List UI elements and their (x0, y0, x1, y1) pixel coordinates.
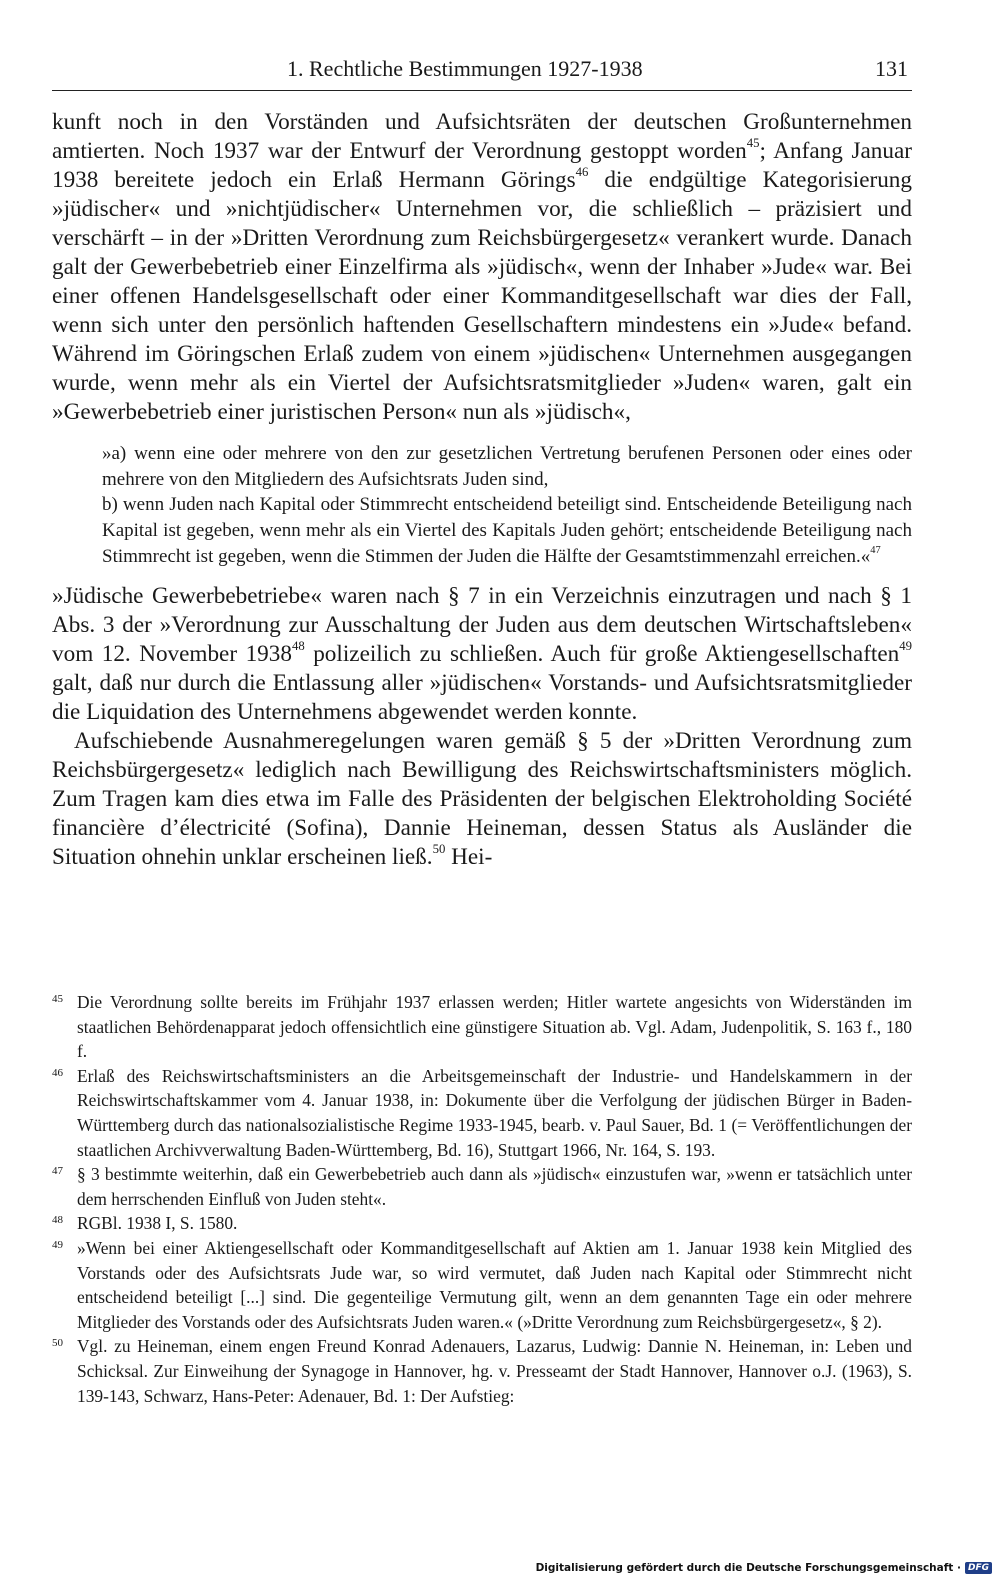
text-run: ; Anfang Januar 1938 bereitete jedoch ein Erlaß Hermann Görings (52, 138, 912, 193)
footnote-number: 47 (52, 1165, 63, 1178)
running-head (52, 50, 912, 91)
text-run: galt, daß nur durch die Entlassung aller »jüdischen« Vorstands- und Aufsichtsratsmitglieder die Liquidation des Unternehmens abgewendet werden konnte. (52, 669, 912, 725)
digitization-credit (536, 1562, 992, 1574)
text-run: b) wenn Juden nach Kapital oder Stimmrecht entscheidend beteiligt sind. Entscheidende Beteiligung nach Kapital ist gegeben, wenn mehr als ein Viertel des Kapitals Juden gehört; entscheidende Beteiligung nach Stimmrecht ist gegeben, wenn die Stimmen der Juden die Hälfte der Gesamtstimmenzahl erreichen.« (102, 494, 912, 567)
footnote-number: 50 (52, 1337, 63, 1350)
paragraph-2 (52, 582, 912, 727)
footnote-text: RGBl. 1938 I, S. 1580. (77, 1213, 238, 1234)
text-run: die endgültige Kategorisierung »jüdischer« und »nichtjüdischer« Unternehmen vor, die schließlich – präzisiert und verschärft – in der »Dritten Verordnung zum Reichsbürgergesetz« verankert wurde. Danach galt der Gewerbebetrieb einer Einzelfirma als »jüdisch«, wenn der Inhaber »Jude« war. Bei einer offenen Handelsgesellschaft oder einer Kommanditgesellschaft war dies der Fall, wenn sich unter den persönlich haftenden Gesellschaftern mindestens ein »Jude« befand. Während im Göringschen Erlaß zudem von einem »jüdischen« Unternehmen ausgegangen wurde, wenn mehr als ein Viertel der Aufsichtsratsmitglieder »Juden« waren, galt ein »Gewerbebetrieb einer juristischen Person« nun als »jüdisch«, (52, 167, 912, 425)
quote-item-a: »a) wenn eine oder mehrere von den zur gesetzlichen Vertretung berufenen Personen oder eines oder mehrere von den Mitgliedern des Aufsichtsrats Juden sind, (102, 443, 912, 490)
credit-text: Digitalisierung gefördert durch die Deutsche Forschungsgemeinschaft · (535, 1562, 961, 1574)
footnote-text: Erlaß des Reichswirtschaftsministers an die Arbeitsgemeinschaft der Industrie- und Handelskammern in der Reichswirtschaftskammer vom 4. Januar 1938, in: Dokumente über die Verfolgung der jüdischen Bürger in Baden-Württemberg durch das nationalsozialistische Regime 1933-1945, bearb. v. Paul Sauer, Bd. 1 (= Veröffentlichungen der staatlichen Archivverwaltung Baden-Württemberg, Bd. 16), Stuttgart 1966, Nr. 164, S. 193. (77, 1065, 912, 1160)
footnote (52, 1334, 912, 1408)
block-quote (102, 441, 912, 570)
footnote-ref-45[interactable]: 45 (746, 136, 760, 151)
footnote (52, 1064, 912, 1162)
paragraph-1 (52, 108, 912, 427)
footnote-ref-47[interactable]: 47 (870, 544, 881, 556)
text-run: Aufschiebende Ausnahmeregelungen waren gemäß § 5 der »Dritten Verordnung zum Reichsbürgergesetz« lediglich nach Bewilligung des Reichswirtschaftsministers möglich. Zum Tragen kam dies etwa im Falle des Präsidenten der belgischen Elektroholding Société financière d’électricité (Sofina), Dannie Heineman, dessen Status als Ausländer die Situation ohnehin unklar erscheinen ließ. (52, 727, 912, 870)
footnote-number: 45 (52, 993, 63, 1005)
dfg-logo: DFG (965, 1562, 992, 1574)
footnote-ref-49[interactable]: 49 (899, 638, 912, 653)
footnote-text: § 3 bestimmte weiterhin, daß ein Gewerbebetrieb auch dann als »jüdisch« einzustufen war, »wenn er tatsächlich unter dem herrschenden Einfluß von Juden steht«. (77, 1164, 912, 1209)
text-run: Hei- (445, 843, 493, 870)
footnote-text: »Wenn bei einer Aktiengesellschaft oder Kommanditgesellschaft auf Aktien am 1. Januar 1938 kein Mitglied des Vorstands oder des Aufsichtsrats Jude war, so wird vermutet, daß Juden nach Kapital oder Stimmrecht nicht entscheidend beteiligt [...] sind. Die gegenteilige Vermutung gilt, wenn an dem genannten Tage ein oder mehrere Mitglieder des Vorstands oder des Aufsichtsrats Juden waren.« (»Dritte Verordnung zum Reichsbürgergesetz«, § 2). (77, 1237, 912, 1332)
footnotes (52, 990, 912, 1408)
footnote-number: 48 (52, 1214, 63, 1227)
footnote-text: Die Verordnung sollte bereits im Frühjahr 1937 erlassen werden; Hitler wartete angesichts von Widerständen im staatlichen Behördenapparat jedoch offensichtlich eine günstigere Situation ab. Vgl. Adam, Judenpolitik, S. 163 f., 180 f. (77, 992, 912, 1062)
footnote-ref-50[interactable]: 50 (432, 841, 446, 856)
book-page (52, 0, 912, 1580)
footnote (52, 1211, 912, 1236)
footnote-number: 49 (52, 1238, 63, 1251)
footnote (52, 990, 912, 1064)
footnote-text: Vgl. zu Heineman, einem engen Freund Konrad Adenauers, Lazarus, Ludwig: Dannie N. Heineman, in: Leben und Schicksal. Zur Einweihung der Synagoge in Hannover, hg. v. Presseamt der Stadt Hannover, Hannover o.J. (1963), S. 139-143, Schwarz, Hans-Peter: Adenauer, Bd. 1: Der Aufstieg: (77, 1336, 912, 1406)
text-run: kunft noch in den Vorständen und Aufsichtsräten der deutschen Großunternehmen amtierten. Noch 1937 war der Entwurf der Verordnung gestoppt worden (52, 109, 912, 164)
quote-item-b (102, 492, 912, 569)
footnote-number: 46 (52, 1066, 63, 1079)
footnote (52, 1236, 912, 1334)
chapter-title: 1. Rechtliche Bestimmungen 1927-1938 (287, 56, 643, 81)
paragraph-3 (52, 727, 912, 872)
text-run: »Jüdische Gewerbebetriebe« waren nach § 7 in ein Verzeichnis einzutragen und nach § 1 Abs. 3 der »Verordnung zur Ausschaltung der Juden aus dem deutschen Wirtschaftsleben« vom 12. November 1938 (52, 582, 912, 667)
text-run: polizeilich zu schließen. Auch für große Aktiengesellschaften (304, 640, 900, 667)
footnote-ref-48[interactable]: 48 (291, 638, 305, 653)
footnote (52, 1162, 912, 1211)
page-number: 131 (875, 56, 908, 81)
main-text (52, 108, 912, 872)
footnote-ref-46[interactable]: 46 (575, 165, 589, 180)
